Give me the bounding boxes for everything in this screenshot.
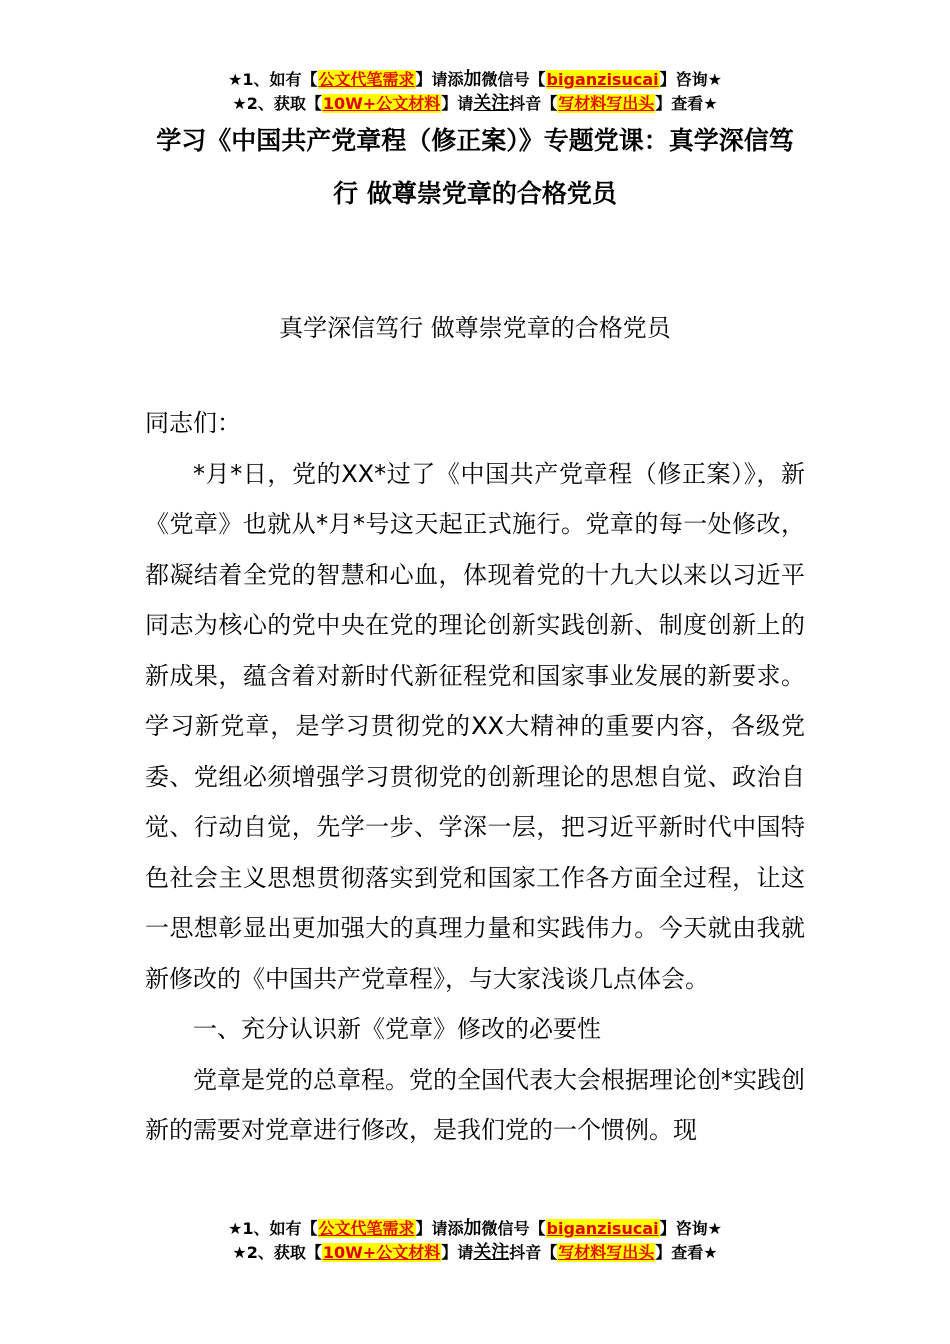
promo-text: 】请添 xyxy=(415,70,464,89)
promo-banner-top xyxy=(0,68,950,116)
promo-line-1 xyxy=(0,1217,950,1241)
promo-highlight-writing-service: 公文代笔需求 xyxy=(318,1219,415,1238)
promo-highlight-materials: 10W+公文材料 xyxy=(322,94,441,113)
promo-text-emphasis: 加 xyxy=(463,69,482,90)
body-paragraph: *月*日，党的XX*过了《中国共产党章程（修正案）》，新《党章》也就从*月*号这天起正式施行。党章的每一处修改，都凝结着全党的智慧和心血，体现着党的十九大以来以习近平同志为核心的党中央在党的理论创新实践创新、制度创新上的新成果，蕴含着对新时代新征程党和国家事业发展的新要求。学习新党章，是学习贯彻党的XX大精神的重要内容，各级党委、党组必须增强学习贯彻党的创新理论的思想自觉、政治自觉、行动自觉，先学一步、学深一层，把习近平新时代中国特色社会主义思想贯彻落实到党和国家工作各方面全过程，让这一思想彰显出更加强大的真理力量和实践伟力。今天就由我就新修改的《中国共产党章程》，与大家浅谈几点体会。 xyxy=(145,459,805,993)
promo-text: 抖音【 xyxy=(509,1243,558,1262)
promo-text: 微信号【 xyxy=(481,70,546,89)
section-heading: 一、充分认识新《党章》修改的必要性 xyxy=(193,1015,601,1043)
promo-text: ★2、获取【 xyxy=(232,1243,322,1262)
promo-highlight-douyin-account: 写材料写出头 xyxy=(558,1243,655,1262)
promo-text: 】查看★ xyxy=(655,1243,718,1262)
promo-text: ★2、获取【 xyxy=(232,94,322,113)
document-title: 学习《中国共产党章程（修正案）》专题党课：真学深信笃行 做尊崇党章的合格党员 xyxy=(156,126,794,208)
promo-highlight-wechat-id: biganzisucai xyxy=(546,1219,659,1238)
promo-text: 】请添 xyxy=(415,1219,464,1238)
body-paragraph: 党章是党的总章程。党的全国代表大会根据理论创*实践创新的需要对党章进行修改，是我们党的一个惯例。现 xyxy=(145,1065,805,1144)
promo-text: 】请 xyxy=(441,1243,474,1262)
promo-highlight-wechat-id: biganzisucai xyxy=(546,70,659,89)
promo-text: 】咨询★ xyxy=(659,70,722,89)
promo-text: 】咨询★ xyxy=(659,1219,722,1238)
promo-text-emphasis: 加 xyxy=(463,1218,482,1239)
promo-line-1 xyxy=(0,68,950,92)
promo-banner-bottom xyxy=(0,1217,950,1265)
promo-text-emphasis: 关注 xyxy=(473,1242,510,1263)
promo-text: 】查看★ xyxy=(655,94,718,113)
promo-highlight-materials: 10W+公文材料 xyxy=(322,1243,441,1262)
salutation: 同志们： xyxy=(145,409,241,437)
promo-text-emphasis: 关注 xyxy=(473,93,510,114)
promo-line-2 xyxy=(0,92,950,116)
document-subtitle: 真学深信笃行 做尊崇党章的合格党员 xyxy=(279,314,671,342)
promo-text: 抖音【 xyxy=(509,94,558,113)
promo-highlight-writing-service: 公文代笔需求 xyxy=(318,70,415,89)
promo-highlight-douyin-account: 写材料写出头 xyxy=(558,94,655,113)
promo-text: 】请 xyxy=(441,94,474,113)
promo-text: ★1、如有【 xyxy=(228,1219,318,1238)
document-body xyxy=(145,398,805,1156)
promo-text: 微信号【 xyxy=(481,1219,546,1238)
promo-line-2 xyxy=(0,1241,950,1265)
promo-text: ★1、如有【 xyxy=(228,70,318,89)
